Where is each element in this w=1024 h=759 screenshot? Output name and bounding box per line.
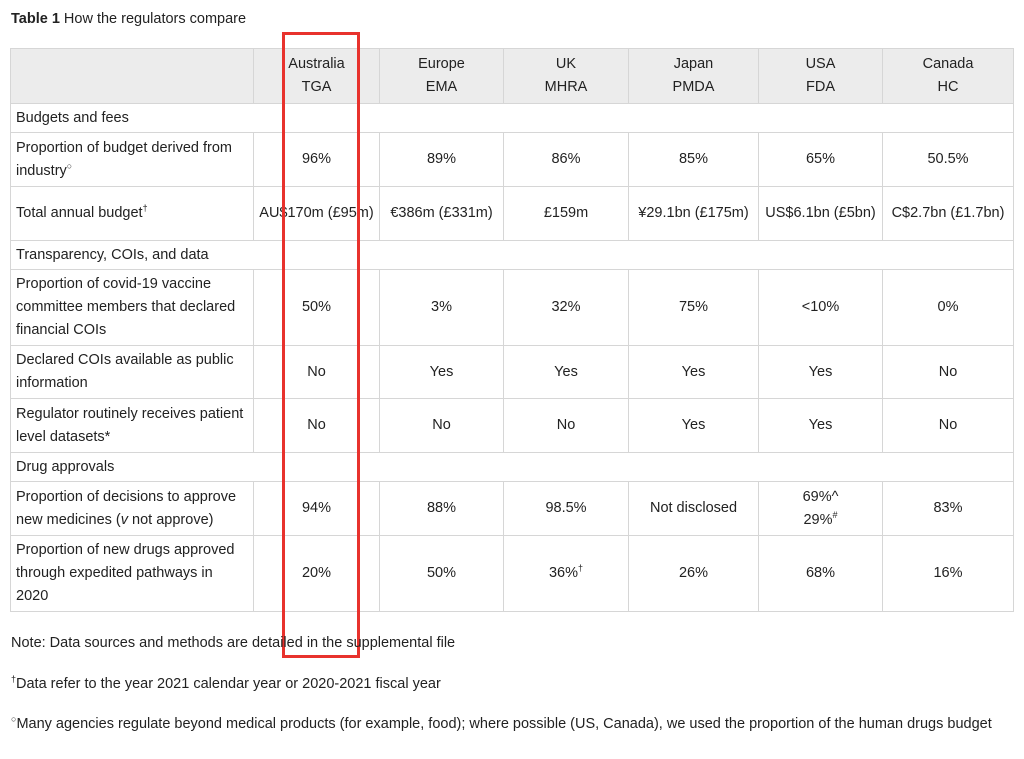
note-circle: ○Many agencies regulate beyond medical products (for example, food); where possible (US, Canada), we used the proportion of the human drugs budget xyxy=(11,714,992,732)
row-label: Proportion of covid-19 vaccine committee members that declared financial COIs xyxy=(11,270,254,346)
cell-japan: 85% xyxy=(629,133,759,187)
column-header-japan: Japan PMDA xyxy=(629,49,759,104)
table-row-expedited xyxy=(11,536,1014,612)
section-label: Budgets and fees xyxy=(11,104,1014,133)
cell-japan: Yes xyxy=(629,346,759,399)
cell-europe: No xyxy=(380,399,504,453)
cell-europe: 89% xyxy=(380,133,504,187)
cell-australia: No xyxy=(254,399,380,453)
row-label: Proportion of new drugs approved through expedited pathways in 2020 xyxy=(11,536,254,612)
cell-europe: €386m (£331m) xyxy=(380,187,504,241)
comparison-table xyxy=(10,48,1014,612)
table-row-patient-data xyxy=(11,399,1014,453)
cell-japan: 26% xyxy=(629,536,759,612)
section-row-budgets xyxy=(11,104,1014,133)
cell-uk: 98.5% xyxy=(504,482,629,536)
cell-canada: No xyxy=(883,399,1014,453)
cell-usa: Yes xyxy=(759,399,883,453)
column-header-usa: USA FDA xyxy=(759,49,883,104)
cell-australia: 94% xyxy=(254,482,380,536)
cell-uk: £159m xyxy=(504,187,629,241)
cell-australia: 20% xyxy=(254,536,380,612)
cell-japan: Yes xyxy=(629,399,759,453)
cell-canada: 0% xyxy=(883,270,1014,346)
cell-australia: No xyxy=(254,346,380,399)
cell-usa: Yes xyxy=(759,346,883,399)
cell-australia: AU$170m (£95m) xyxy=(254,187,380,241)
cell-canada: No xyxy=(883,346,1014,399)
row-label: Proportion of budget derived from industry○ xyxy=(11,133,254,187)
table-caption xyxy=(11,11,246,27)
cell-australia: 50% xyxy=(254,270,380,346)
table-row-budget-industry xyxy=(11,133,1014,187)
cell-japan: ¥29.1bn (£175m) xyxy=(629,187,759,241)
column-header-canada: Canada HC xyxy=(883,49,1014,104)
section-row-approvals xyxy=(11,453,1014,482)
section-label: Drug approvals xyxy=(11,453,1014,482)
cell-canada: C$2.7bn (£1.7bn) xyxy=(883,187,1014,241)
cell-uk: 36%† xyxy=(504,536,629,612)
cell-canada: 83% xyxy=(883,482,1014,536)
cell-japan: 75% xyxy=(629,270,759,346)
table-row-approve-decisions xyxy=(11,482,1014,536)
cell-uk: 32% xyxy=(504,270,629,346)
header-row xyxy=(11,49,1014,104)
table-row-covid-cois xyxy=(11,270,1014,346)
column-header-europe: Europe EMA xyxy=(380,49,504,104)
cell-europe: Yes xyxy=(380,346,504,399)
table-caption-label: Table 1 xyxy=(11,11,60,27)
table-row-public-cois xyxy=(11,346,1014,399)
note-sources: Note: Data sources and methods are detailed in the supplemental file xyxy=(11,635,456,651)
cell-uk: 86% xyxy=(504,133,629,187)
cell-canada: 50.5% xyxy=(883,133,1014,187)
cell-usa: 68% xyxy=(759,536,883,612)
section-label: Transparency, COIs, and data xyxy=(11,241,1014,270)
cell-uk: Yes xyxy=(504,346,629,399)
cell-usa: US$6.1bn (£5bn) xyxy=(759,187,883,241)
cell-japan: Not disclosed xyxy=(629,482,759,536)
cell-canada: 16% xyxy=(883,536,1014,612)
row-label: Declared COIs available as public information xyxy=(11,346,254,399)
table-row-total-budget xyxy=(11,187,1014,241)
cell-europe: 88% xyxy=(380,482,504,536)
cell-usa: 69%^ 29%# xyxy=(759,482,883,536)
cell-europe: 50% xyxy=(380,536,504,612)
cell-australia: 96% xyxy=(254,133,380,187)
cell-uk: No xyxy=(504,399,629,453)
header-corner-cell xyxy=(11,49,254,104)
section-row-transparency xyxy=(11,241,1014,270)
cell-usa: <10% xyxy=(759,270,883,346)
row-label: Regulator routinely receives patient level datasets* xyxy=(11,399,254,453)
table-caption-text: How the regulators compare xyxy=(63,11,247,27)
cell-usa: 65% xyxy=(759,133,883,187)
cell-europe: 3% xyxy=(380,270,504,346)
row-label: Proportion of decisions to approve new medicines (v not approve) xyxy=(11,482,254,536)
note-dagger: †Data refer to the year 2021 calendar year or 2020-2021 fiscal year xyxy=(11,674,441,692)
column-header-australia: Australia TGA xyxy=(254,49,380,104)
row-label: Total annual budget† xyxy=(11,187,254,241)
column-header-uk: UK MHRA xyxy=(504,49,629,104)
